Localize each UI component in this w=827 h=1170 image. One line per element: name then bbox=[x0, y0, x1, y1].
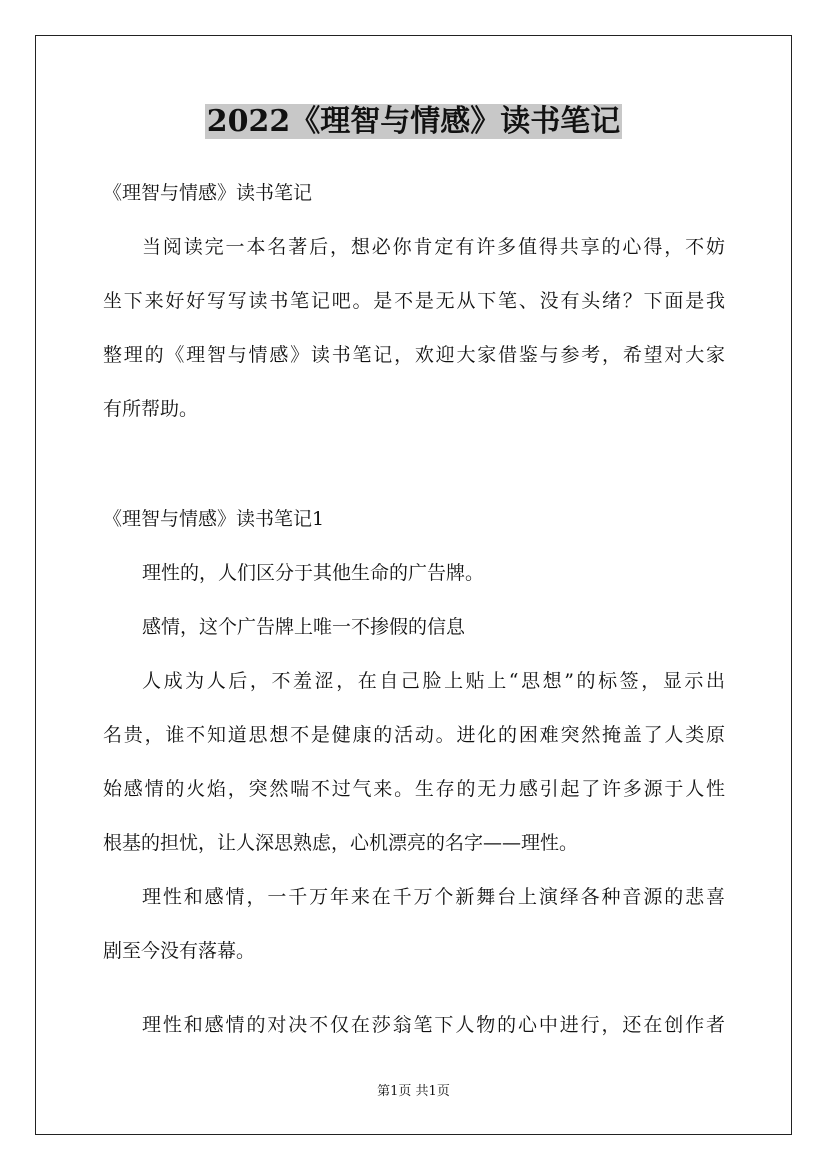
intro-line-4: 有所帮助。 bbox=[103, 398, 199, 420]
paragraph-3-line-1: 人成为人后，不羞涩，在自己脸上贴上“思想”的标签，显示出 bbox=[142, 670, 725, 692]
paragraph-3-line-2: 名贵，谁不知道思想不是健康的活动。进化的困难突然掩盖了人类原 bbox=[103, 724, 725, 746]
heading-main: 《理智与情感》读书笔记 bbox=[103, 182, 313, 204]
paragraph-4-line-1: 理性和感情，一千万年来在千万个新舞台上演绎各种音源的悲喜 bbox=[142, 886, 725, 908]
heading-section-1: 《理智与情感》读书笔记1 bbox=[103, 508, 325, 530]
paragraph-3-line-4: 根基的担忧，让人深思熟虑，心机漂亮的名字——理性。 bbox=[103, 832, 579, 854]
intro-line-1: 当阅读完一本名著后，想必你肯定有许多值得共享的心得，不妨 bbox=[142, 236, 725, 258]
intro-line-3: 整理的《理智与情感》读书笔记，欢迎大家借鉴与参考，希望对大家 bbox=[103, 344, 725, 366]
paragraph-1: 理性的，人们区分于其他生命的广告牌。 bbox=[142, 562, 485, 584]
document-title bbox=[0, 98, 827, 146]
paragraph-2: 感情，这个广告牌上唯一不掺假的信息 bbox=[142, 616, 466, 638]
document-title-text: 2022《理智与情感》读书笔记 bbox=[206, 104, 621, 139]
paragraph-4-line-2: 剧至今没有落幕。 bbox=[103, 940, 256, 962]
paragraph-3-line-3: 始感情的火焰，突然喘不过气来。生存的无力感引起了许多源于人性 bbox=[103, 778, 725, 800]
intro-line-2: 坐下来好好写写读书笔记吧。是不是无从下笔、没有头绪？下面是我 bbox=[103, 290, 725, 312]
paragraph-5-line-1: 理性和感情的对决不仅在莎翁笔下人物的心中进行，还在创作者 bbox=[142, 1014, 725, 1036]
page-footer: 第1页 共1页 bbox=[377, 1084, 450, 1099]
